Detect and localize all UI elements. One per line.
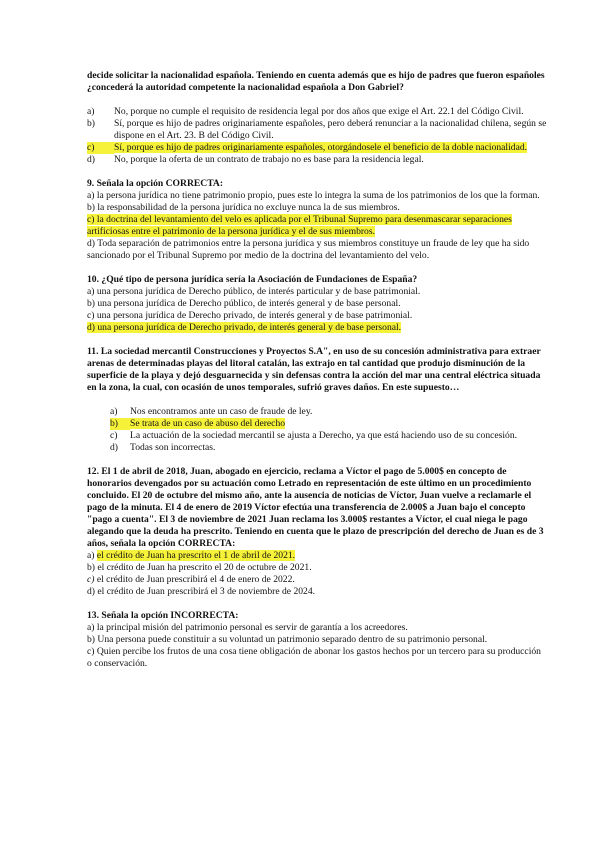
q11-option-b: b) Se trata de un caso de abuso del derecho	[110, 418, 286, 429]
q11-option-d: d) Todas son incorrectas.	[110, 442, 216, 453]
q10-option-c: c) una persona jurídica de Derecho privado, de interés general y de base patrimonial.	[87, 310, 413, 321]
question-8-stem: decide solicitar la nacionalidad española. Teniendo en cuenta además que es hijo de padres que fueron españoles ¿concederá la autoridad competente la nacionalidad española a Don Gabriel?	[87, 70, 545, 93]
q10-option-d: d) una persona jurídica de Derecho privado, de interés general y de base personal.	[87, 322, 402, 333]
q9-option-b: b) la responsabilidad de la persona jurídica no excluye nunca la de sus miembros.	[87, 202, 400, 213]
q9-option-d: d) Toda separación de patrimonios entre la persona jurídica y sus miembros constituye un fraude de ley que ha sido sancionado por el Tribunal Supremo por medio de la doctrina del levantamiento del velo.	[87, 238, 530, 261]
q12-option-c: c) el crédito de Juan prescribirá el 4 de enero de 2022.	[87, 574, 295, 585]
question-10	[87, 274, 547, 334]
question-13-title: 13. Señala la opción INCORRECTA:	[87, 610, 239, 621]
question-11	[87, 346, 547, 454]
question-9-title: 9. Señala la opción CORRECTA:	[87, 178, 224, 189]
exam-page	[87, 70, 547, 682]
q12-option-d: d) el crédito de Juan prescribirá el 3 de noviembre de 2024.	[87, 586, 316, 597]
question-12	[87, 466, 547, 598]
q8-option-b: b) Sí, porque es hijo de padres originariamente españoles, pero deberá renunciar a la nacionalidad chilena, según se dispone en el Art. 23. B del Código Civil.	[87, 118, 547, 141]
q11-option-a: a) Nos encontramos ante un caso de fraude de ley.	[110, 406, 313, 417]
highlighted-answer: el crédito de Juan ha prescrito el 1 de abril de 2021.	[96, 550, 296, 561]
q10-option-a: a) una persona jurídica de Derecho público, de interés particular y de base patrimonial.	[87, 286, 421, 297]
question-13	[87, 610, 547, 670]
q8-option-c: c) Sí, porque es hijo de padres originariamente españoles, otorgándosele el beneficio de la doble nacionalidad.	[87, 142, 528, 153]
question-11-title: 11. La sociedad mercantil Construcciones y Proyectos S.A", en uso de su concesión administrativa para extraer arenas de determinadas playas del litoral catalán, las extrajo en tal cantidad que produjo disminución de la superficie de la playa y dejó desguarnecida y sin defensas contra la acción del mar una central eléctrica situada en la zona, la cual, con ocasión de unos temporales, sufrió graves daños. En este supuesto…	[87, 346, 541, 393]
question-12-title: 12. El 1 de abril de 2018, Juan, abogado en ejercicio, reclama a Víctor el pago de 5.000$ en concepto de honorarios devengados por su actuación como Letrado en representación de este último en un procedimiento concluido. El 20 de octubre del mismo año, ante la ausencia de noticias de Víctor, Juan vuelve a reclamarle el pago de la minuta. El 4 de enero de 2019 Víctor efectúa una transferencia de 2.000$ a Juan bajo el concepto "pago a cuenta". El 3 de noviembre de 2021 Juan reclama los 3.000$ restantes a Víctor, el cual niega le pago alegando que la deuda ha prescrito. Teniendo en cuenta que le plazo de prescripción del derecho de Juan es de 3 años, señala la opción CORRECTA:	[87, 466, 544, 549]
highlighted-answer: Se trata de un caso de abuso del derecho	[130, 418, 286, 429]
question-8	[87, 70, 547, 166]
q9-option-c: c) la doctrina del levantamiento del velo es aplicada por el Tribunal Supremo para desenmascarar separaciones artificiosas entre el patrimonio de la persona jurídica y el de sus miembros.	[87, 214, 512, 237]
question-9	[87, 178, 547, 262]
q9-option-a: a) la persona jurídica no tiene patrimonio propio, pues este lo integra la suma de los patrimonios de los que la forman.	[87, 190, 540, 201]
q13-option-b: b) Una persona puede constituir a su voluntad un patrimonio separado dentro de su patrimonio personal.	[87, 634, 488, 645]
q12-option-a: a) el crédito de Juan ha prescrito el 1 de abril de 2021.	[87, 550, 296, 561]
highlighted-answer: Sí, porque es hijo de padres originariamente españoles, otorgándosele el beneficio de la doble nacionalidad.	[114, 142, 528, 153]
q12-option-b: b) el crédito de Juan ha prescrito el 20 de octubre de 2021.	[87, 562, 312, 573]
q13-option-a: a) la principal misión del patrimonio personal es servir de garantía a los acreedores.	[87, 622, 408, 633]
q13-option-c: c) Quien percibe los frutos de una cosa tiene obligación de abonar los gastos hechos por un tercero para su producción o conservación.	[87, 646, 541, 669]
q8-option-d: d) No, porque la oferta de un contrato de trabajo no es base para la residencia legal.	[87, 154, 424, 165]
q8-option-a: a) No, porque no cumple el requisito de residencia legal por dos años que exige el Art. 22.1 del Código Civil.	[87, 106, 524, 117]
q10-option-b: b) una persona jurídica de Derecho público, de interés general y de base personal.	[87, 298, 401, 309]
q11-option-c: c) La actuación de la sociedad mercantil se ajusta a Derecho, ya que está haciendo uso de su concesión.	[110, 430, 518, 441]
question-10-title: 10. ¿Qué tipo de persona jurídica sería la Asociación de Fundaciones de España?	[87, 274, 418, 285]
